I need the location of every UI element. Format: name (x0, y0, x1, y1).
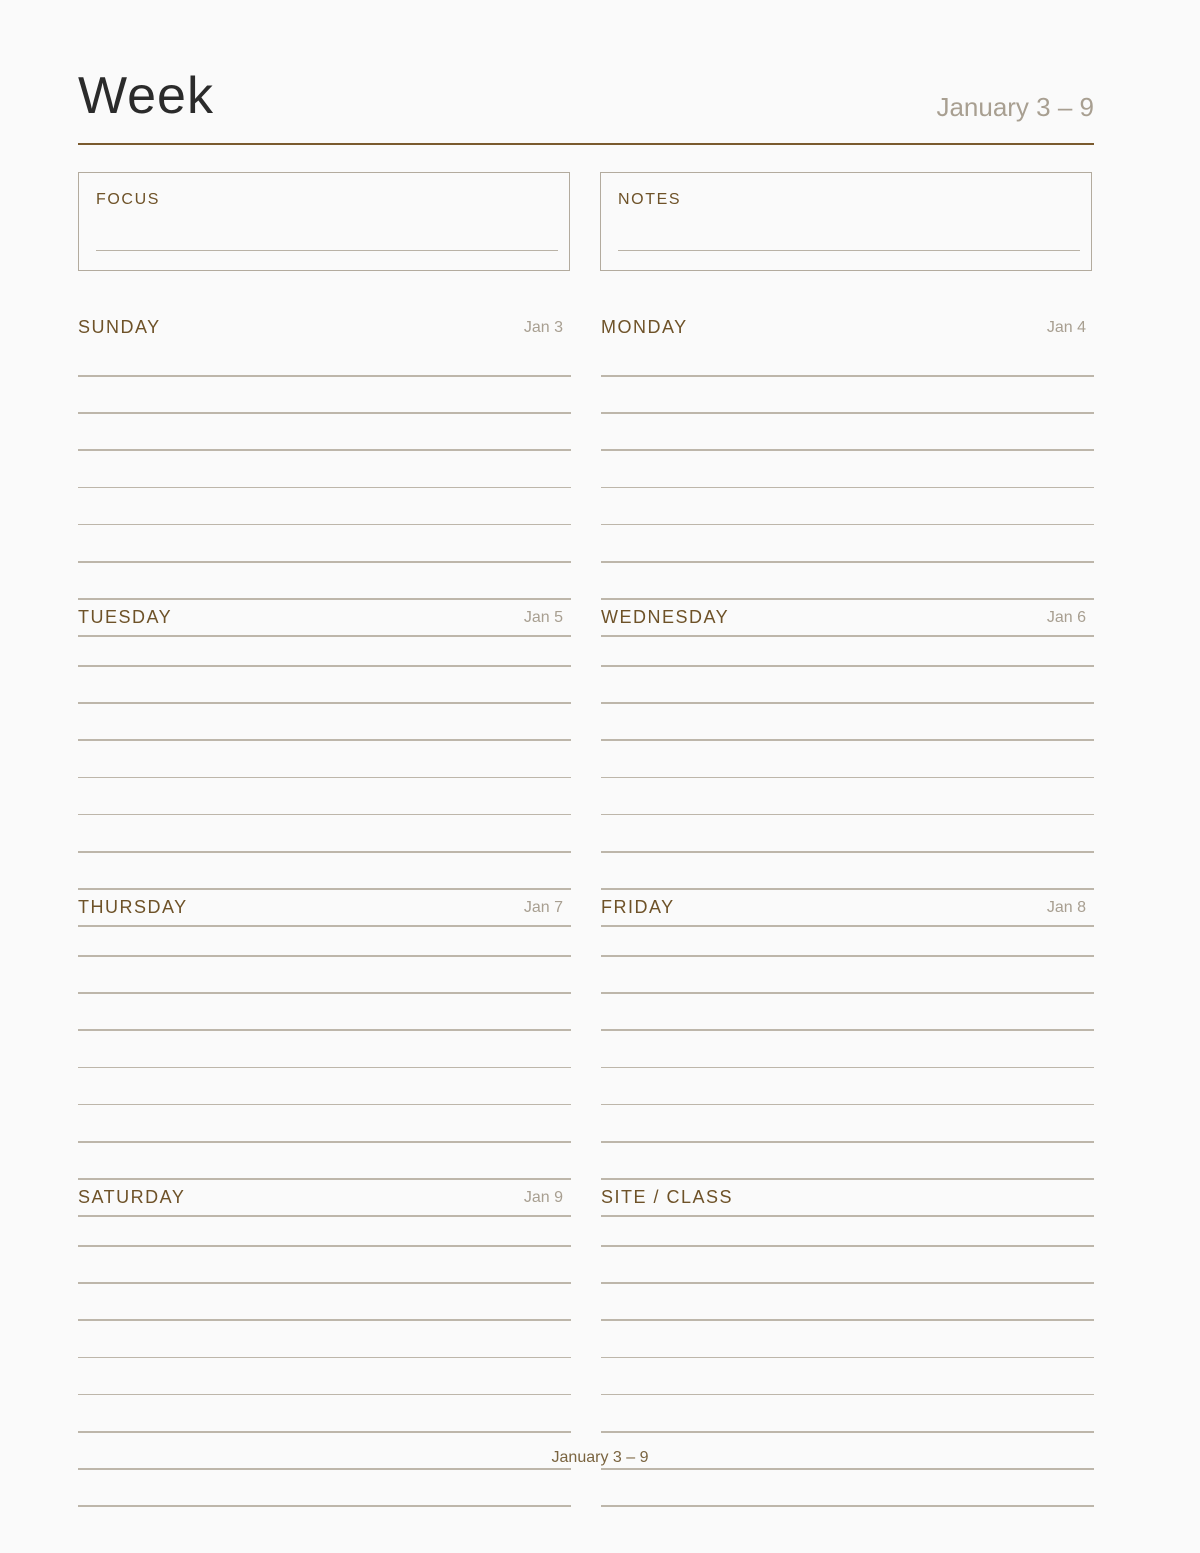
writing-line (601, 992, 1094, 994)
writing-line (601, 1431, 1094, 1433)
writing-line (78, 665, 571, 667)
notes-label: NOTES (618, 191, 682, 208)
day-date: Jan 3 (523, 319, 563, 336)
writing-line (78, 1505, 571, 1507)
writing-line (78, 1141, 571, 1143)
day-section-saturday[interactable] (78, 1173, 571, 1473)
writing-line (78, 487, 571, 489)
focus-writing-line (96, 250, 558, 251)
writing-line (601, 1141, 1094, 1143)
day-name: SATURDAY (78, 1187, 186, 1207)
writing-line (78, 1104, 571, 1106)
day-section-sunday[interactable] (78, 303, 571, 603)
writing-line (601, 1245, 1094, 1247)
header-divider (78, 143, 1094, 145)
day-section-tuesday[interactable] (78, 593, 571, 893)
writing-line (78, 702, 571, 704)
day-section-monday[interactable] (601, 303, 1094, 603)
day-date: Jan 4 (1046, 319, 1086, 336)
writing-line (601, 1104, 1094, 1106)
writing-line (78, 955, 571, 957)
day-name: FRIDAY (601, 897, 675, 917)
writing-line (78, 1431, 571, 1433)
writing-line (78, 1282, 571, 1284)
day-name: THURSDAY (78, 897, 188, 917)
day-name: SUNDAY (78, 317, 161, 337)
page-title: Week (78, 67, 214, 125)
day-name: SITE / CLASS (601, 1187, 734, 1207)
writing-line (78, 777, 571, 779)
writing-line (78, 992, 571, 994)
footer-date-range: January 3 – 9 (551, 1449, 649, 1466)
writing-line (78, 851, 571, 853)
day-section-friday[interactable] (601, 883, 1094, 1183)
writing-line (78, 1245, 571, 1247)
day-section-site-class[interactable] (601, 1173, 1094, 1473)
writing-line (601, 1394, 1094, 1396)
day-name: TUESDAY (78, 607, 173, 627)
writing-line (601, 851, 1094, 853)
writing-line (601, 955, 1094, 957)
writing-line (78, 1394, 571, 1396)
day-name: WEDNESDAY (601, 607, 730, 627)
writing-line (601, 814, 1094, 816)
writing-line (78, 1468, 571, 1470)
writing-line (78, 524, 571, 526)
day-date: Jan 8 (1046, 899, 1086, 916)
writing-line (601, 412, 1094, 414)
writing-line (78, 1067, 571, 1069)
day-date: Jan 7 (523, 899, 563, 916)
focus-box[interactable] (78, 172, 570, 271)
writing-line (601, 561, 1094, 563)
writing-line (601, 665, 1094, 667)
writing-line (601, 1319, 1094, 1321)
writing-line (601, 1468, 1094, 1470)
writing-line (601, 524, 1094, 526)
focus-label: FOCUS (96, 191, 160, 208)
day-name: MONDAY (601, 317, 688, 337)
day-date: Jan 9 (523, 1189, 563, 1206)
writing-line (601, 487, 1094, 489)
writing-line (601, 1282, 1094, 1284)
writing-line (78, 739, 571, 741)
writing-line (78, 412, 571, 414)
writing-line (78, 561, 571, 563)
day-date: Jan 6 (1046, 609, 1086, 626)
day-section-wednesday[interactable] (601, 593, 1094, 893)
writing-line (601, 449, 1094, 451)
writing-line (78, 814, 571, 816)
writing-line (78, 449, 571, 451)
writing-line (601, 375, 1094, 377)
week-date-range: January 3 – 9 (936, 92, 1094, 122)
writing-line (78, 375, 571, 377)
writing-line (601, 777, 1094, 779)
writing-line (601, 739, 1094, 741)
writing-line (78, 1319, 571, 1321)
writing-line (601, 1505, 1094, 1507)
writing-line (601, 702, 1094, 704)
writing-line (78, 1029, 571, 1031)
writing-line (601, 1067, 1094, 1069)
writing-line (601, 1357, 1094, 1359)
writing-line (601, 1029, 1094, 1031)
notes-box[interactable] (600, 172, 1092, 271)
notes-writing-line (618, 250, 1080, 251)
day-date: Jan 5 (523, 609, 563, 626)
writing-line (78, 1357, 571, 1359)
day-section-thursday[interactable] (78, 883, 571, 1183)
